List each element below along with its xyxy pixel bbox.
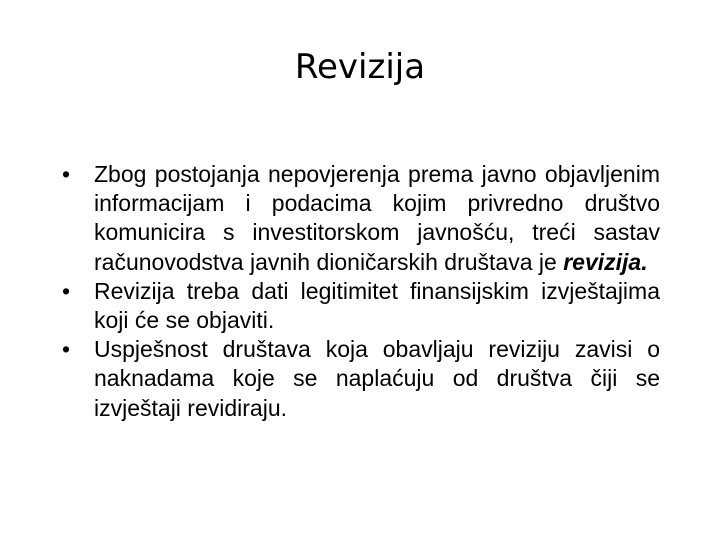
bullet-list: [62, 160, 660, 423]
bullet-text: Revizija treba dati legitimitet finansijskim izvještajima koji će se objaviti.: [94, 277, 660, 334]
bullet-text: Zbog postojanja nepovjerenja prema javno objavljenim informacijam i podacima kojim privredno društvo komunicira s investitorskom javnošću, treći sastav računovodstva javnih dioničarskih društava je: [94, 161, 660, 275]
bullet-text: Uspješnost društava koja obavljaju reviziju zavisi o naknadama koje se naplaćuju od društva čiji se izvještaji revidiraju.: [94, 336, 660, 421]
bullet-emphasis: revizija.: [563, 248, 648, 275]
bullet-item-1: [62, 160, 660, 277]
bullet-item-2: [62, 277, 660, 335]
bullet-marker: •: [62, 161, 71, 187]
slide-title: Revizija: [294, 47, 426, 87]
bullet-marker: •: [62, 277, 71, 304]
bullet-item-3: [62, 335, 660, 423]
bullet-marker: •: [62, 336, 71, 363]
